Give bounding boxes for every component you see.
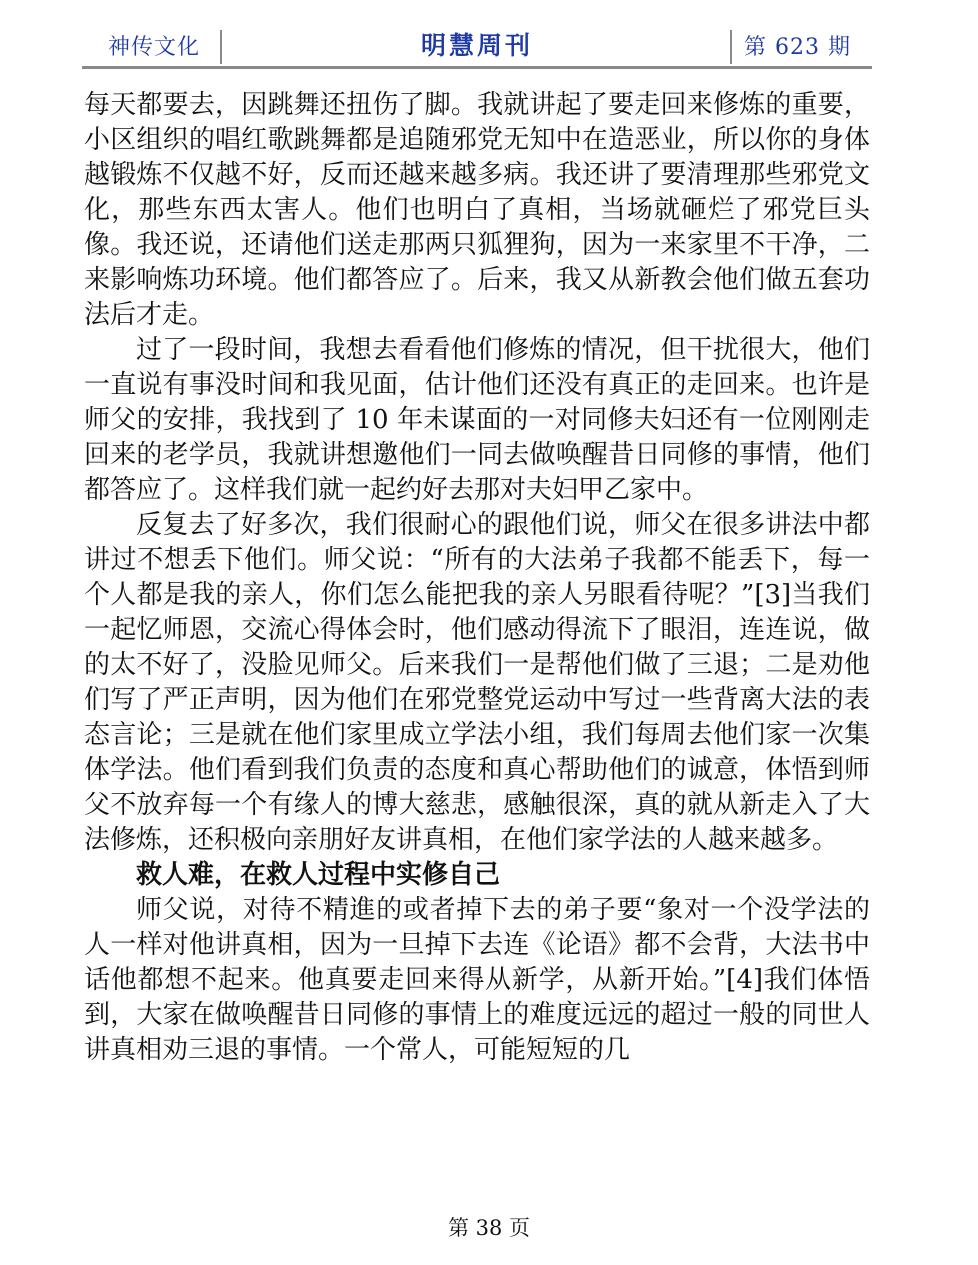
publication-title: 明慧周刊 [420,31,533,60]
paragraph-1: 每天都要去，因跳舞还扭伤了脚。我就讲起了要走回来修炼的重要，小区组织的唱红歌跳舞都是追随邪党无知中在造恶业，所以你的身体越锻炼不仅越不好，反而还越来越多病。我还讲了要清理那些邪党文化，那些东西太害人。他们也明白了真相，当场就砸烂了邪党巨头像。我还说，还请他们送走那两只狐狸狗，因为一来家里不干净，二来影响炼功环境。他们都答应了。后来，我又从新教会他们做五套功法后才走。 [84,90,870,330]
header-rule [82,66,872,69]
paragraph-3: 反复去了好多次，我们很耐心的跟他们说，师父在很多讲法中都讲过不想丢下他们。师父说：“所有的大法弟子我都不能丢下，每一个人都是我的亲人，你们怎么能把我的亲人另眼看待呢？”[3]当我们一起忆师恩，交流心得体会时，他们感动得流下了眼泪，连连说，做的太不好了，没脸见师父。后来我们一是帮他们做了三退；二是劝他们写了严正声明，因为他们在邪党整党运动中写过一些背离大法的表态言论；三是就在他们家里成立学法小组，我们每周去他们家一次集体学法。他们看到我们负责的态度和真心帮助他们的诚意，体悟到师父不放弃每一个有缘人的博大慈悲，感触很深，真的就从新走入了大法修炼，还积极向亲朋好友讲真相，在他们家学法的人越来越多。 [84,510,870,855]
paragraph-4: 师父说，对待不精進的或者掉下去的弟子要“象对一个没学法的人一样对他讲真相，因为一旦掉下去连《论语》都不会背，大法书中话他都想不起来。他真要走回来得从新学，从新开始。”[4]我们体悟到，大家在做唤醒昔日同修的事情上的难度远远的超过一般的同世人讲真相劝三退的事情。一个常人，可能短短的几 [84,895,870,1065]
header-divider-right [730,30,732,64]
section-title: 神传文化 [108,35,201,60]
article-body [84,88,870,1068]
page-number: 第 38 页 [447,1216,531,1240]
page-header [82,22,872,68]
issue-number: 第 623 期 [744,35,851,60]
paragraph-2: 过了一段时间，我想去看看他们修炼的情况，但干扰很大，他们一直说有事没时间和我见面，估计他们还没有真正的走回来。也许是师父的安排，我找到了 10 年未谋面的一对同修夫妇还有一位刚刚走回来的老学员，我就讲想邀他们一同去做唤醒昔日同修的事情，他们都答应了。这样我们就一起约好去那对夫妇甲乙家中。 [84,335,870,505]
section-heading: 救人难，在救人过程中实修自己 [136,860,501,890]
